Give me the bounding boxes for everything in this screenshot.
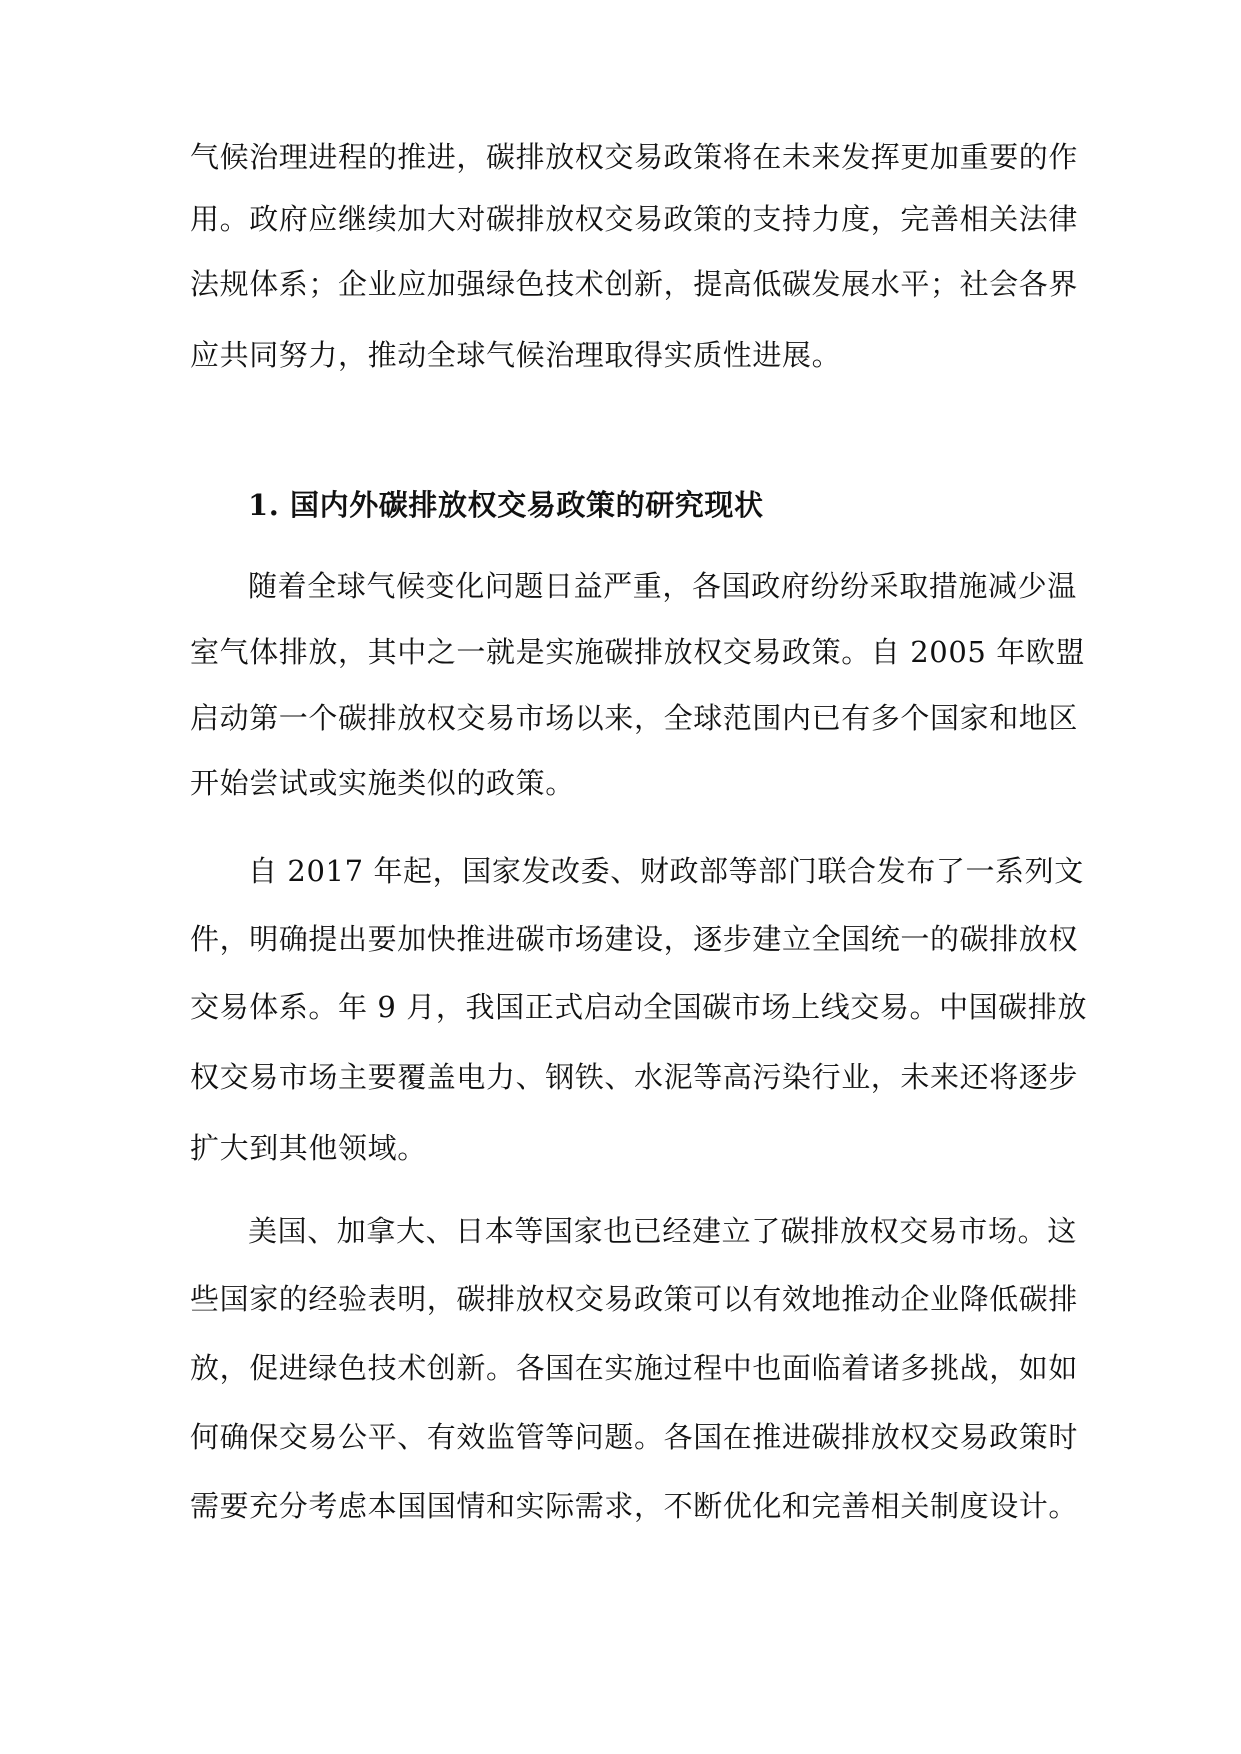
paragraph-line: 启动第一个碳排放权交易市场以来，全球范围内已有多个国家和地区 [190, 701, 1079, 735]
paragraph-line: 放，促进绿色技术创新。各国在实施过程中也面临着诸多挑战，如如 [190, 1351, 1079, 1385]
paragraph-line: 权交易市场主要覆盖电力、钢铁、水泥等高污染行业，未来还将逐步 [190, 1060, 1079, 1094]
paragraph-line: 何确保交易公平、有效监管等问题。各国在推进碳排放权交易政策时 [190, 1420, 1079, 1454]
section-number: 1. [248, 488, 280, 522]
intro-line: 用。政府应继续加大对碳排放权交易政策的支持力度，完善相关法律 [190, 202, 1079, 236]
paragraph-line: 需要充分考虑本国国情和实际需求，不断优化和完善相关制度设计。 [190, 1489, 1079, 1523]
paragraph-line: 件，明确提出要加快推进碳市场建设，逐步建立全国统一的碳排放权 [190, 922, 1079, 956]
paragraph-line: 交易体系。年 9 月，我国正式启动全国碳市场上线交易。中国碳排放 [190, 990, 1088, 1024]
paragraph-line: 扩大到其他领域。 [190, 1131, 427, 1165]
intro-line: 法规体系；企业应加强绿色技术创新，提高低碳发展水平；社会各界 [190, 267, 1079, 301]
intro-line: 气候治理进程的推进，碳排放权交易政策将在未来发挥更加重要的作 [190, 140, 1079, 174]
paragraph-line: 些国家的经验表明，碳排放权交易政策可以有效地推动企业降低碳排 [190, 1282, 1079, 1316]
section-title: 国内外碳排放权交易政策的研究现状 [290, 488, 764, 522]
paragraph-line: 美国、加拿大、日本等国家也已经建立了碳排放权交易市场。这 [248, 1214, 1077, 1248]
paragraph-line: 随着全球气候变化问题日益严重，各国政府纷纷采取措施减少温 [248, 569, 1077, 603]
intro-line: 应共同努力，推动全球气候治理取得实质性进展。 [190, 338, 842, 372]
paragraph-line: 自 2017 年起，国家发改委、财政部等部门联合发布了一系列文 [248, 854, 1084, 888]
paragraph-line: 室气体排放，其中之一就是实施碳排放权交易政策。自 2005 年欧盟 [190, 635, 1086, 669]
paragraph-line: 开始尝试或实施类似的政策。 [190, 766, 575, 800]
section-heading [248, 485, 764, 525]
